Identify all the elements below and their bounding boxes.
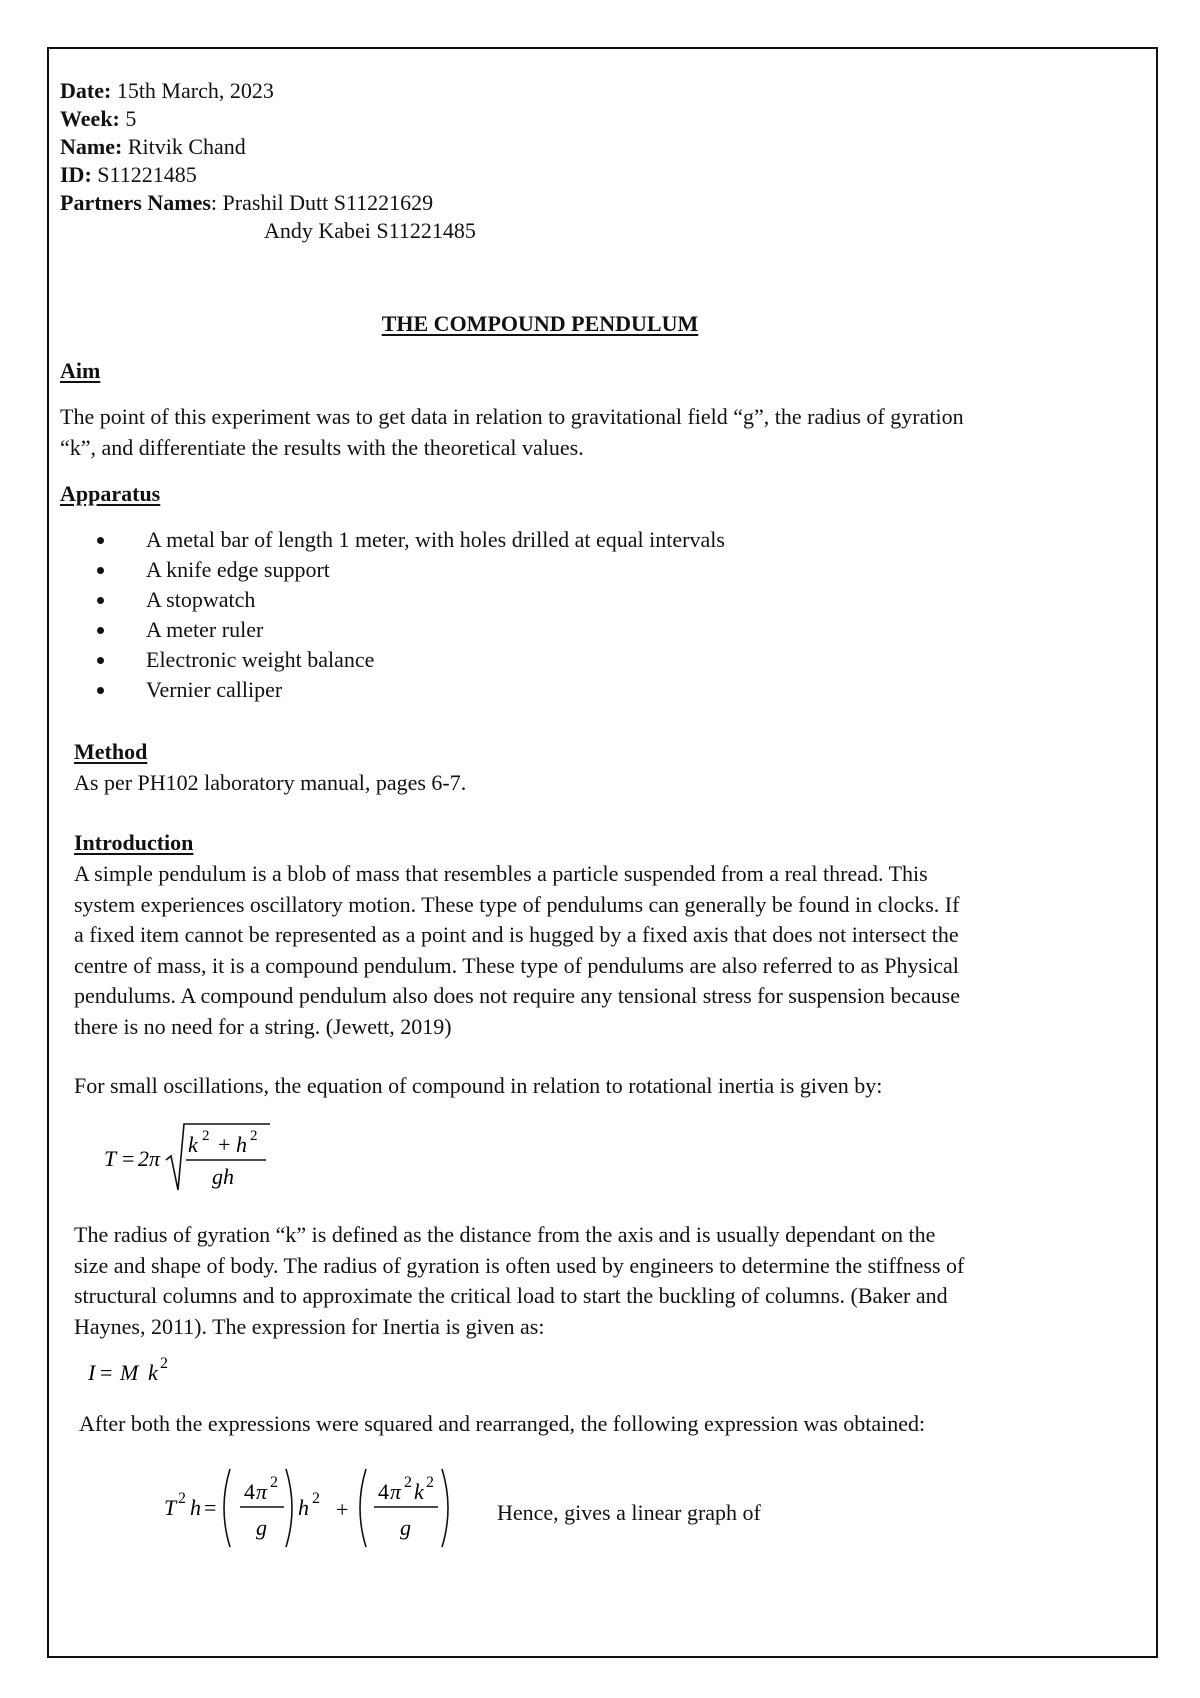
eq-period-coef: 2π (138, 1146, 161, 1171)
page-title: THE COMPOUND PENDULUM (381, 311, 699, 336)
eq-linear-pi-1: π (256, 1479, 268, 1504)
linear-equation (160, 1455, 480, 1555)
intro-line: system experiences oscillatory motion. These type of pendulums can generally be found in clocks. If (74, 891, 960, 917)
eq-period-num-k: k (188, 1132, 198, 1157)
eq-linear-equals: = (204, 1495, 217, 1520)
introduction-paragraph-5: Hence, gives a linear graph of (497, 1500, 761, 1525)
week-line (60, 105, 136, 133)
aim-heading: Aim (60, 358, 101, 383)
introduction-paragraph-1 (74, 859, 960, 1042)
eq-linear-h: h (190, 1495, 201, 1520)
left-paren-2 (360, 1469, 366, 1547)
intro-line: A simple pendulum is a blob of mass that resembles a particle suspended from a real thread. This (74, 861, 928, 886)
eq-inertia-exp: 2 (160, 1355, 168, 1372)
apparatus-heading: Apparatus (60, 481, 161, 506)
list-item: A meter ruler (94, 616, 725, 646)
left-paren-1 (224, 1469, 230, 1547)
list-item: Electronic weight balance (94, 646, 725, 676)
eq-period-lhs: T (104, 1146, 117, 1171)
eq-linear-plus: + (336, 1497, 349, 1522)
eq-linear-t: T (164, 1495, 177, 1520)
eq-linear-exp-pi-2: 2 (404, 1474, 412, 1491)
introduction-paragraph-3 (74, 1220, 964, 1342)
intro-line: there is no need for a string. (Jewett, 2019) (74, 1013, 452, 1039)
list-item: A stopwatch (94, 586, 725, 616)
eq-linear-g-2: g (400, 1515, 411, 1540)
eq-inertia-k: k (148, 1360, 158, 1385)
eq-linear-exp-pi-1: 2 (270, 1474, 278, 1491)
id-label: ID: (60, 162, 92, 187)
date-label: Date: (60, 78, 112, 103)
list-item: A metal bar of length 1 meter, with holes drilled at equal intervals (94, 526, 725, 556)
eq-period-num-plus: + (218, 1132, 231, 1157)
intro-line: The radius of gyration “k” is defined as the distance from the axis and is usually dependant on the (74, 1222, 936, 1247)
period-equation (98, 1116, 288, 1196)
intro-line: Haynes, 2011). The expression for Inertia is given as: (74, 1313, 545, 1339)
eq-period-equals: = (122, 1146, 135, 1171)
eq-period-exp-1: 2 (202, 1128, 210, 1144)
list-item: A knife edge support (94, 556, 725, 586)
introduction-paragraph-4: After both the expressions were squared and rearranged, the following expression was obtained: (79, 1411, 926, 1436)
method-text: As per PH102 laboratory manual, pages 6-7. (74, 770, 467, 795)
date-line (60, 77, 274, 105)
eq-period-den: gh (212, 1164, 234, 1189)
inertia-equation (84, 1350, 194, 1390)
eq-inertia-m: M (120, 1360, 139, 1385)
aim-line: The point of this experiment was to get data in relation to gravitational field “g”, the radius of gyration (60, 404, 964, 429)
eq-linear-exp-k: 2 (426, 1474, 434, 1491)
eq-period-num-h: h (236, 1132, 247, 1157)
eq-linear-pi-2: π (390, 1479, 402, 1504)
id-value: S11221485 (97, 162, 197, 187)
introduction-heading: Introduction (74, 830, 194, 855)
method-heading: Method (74, 739, 148, 764)
week-value: 5 (125, 106, 137, 131)
partners-label: Partners Names (60, 190, 211, 215)
right-paren-2 (442, 1469, 448, 1547)
introduction-paragraph-2: For small oscillations, the equation of compound in relation to rotational inertia is given by: (74, 1073, 883, 1098)
id-line (60, 161, 197, 189)
aim-line: “k”, and differentiate the results with the theoretical values. (60, 434, 584, 460)
apparatus-list (94, 526, 725, 706)
week-label: Week: (60, 106, 120, 131)
name-line (60, 133, 246, 161)
intro-line: centre of mass, it is a compound pendulum. These type of pendulums are also referred to as Physical (74, 952, 959, 978)
intro-line: a fixed item cannot be represented as a point and is hugged by a fixed axis that does not intersect the (74, 922, 959, 947)
eq-linear-four-2: 4 (378, 1479, 389, 1504)
eq-linear-exp-t: 2 (178, 1490, 186, 1507)
aim-paragraph (60, 402, 964, 463)
date-value: 15th March, 2023 (116, 78, 274, 103)
name-value: Ritvik Chand (127, 134, 246, 159)
intro-line: pendulums. A compound pendulum also does not require any tensional stress for suspension because (74, 983, 960, 1008)
name-label: Name: (60, 134, 123, 159)
right-paren-1 (286, 1469, 292, 1547)
eq-inertia-lhs: I (88, 1360, 96, 1385)
list-item: Vernier calliper (94, 676, 725, 706)
partners-value-2: Andy Kabei S11221485 (264, 218, 476, 243)
eq-period-exp-2: 2 (250, 1128, 258, 1144)
eq-inertia-equals: = (100, 1360, 113, 1385)
partners-value-1: : Prashil Dutt S11221629 (210, 190, 434, 215)
intro-line: size and shape of body. The radius of gyration is often used by engineers to determine the stiffness of (74, 1252, 965, 1278)
eq-linear-k: k (414, 1479, 424, 1504)
eq-linear-g-1: g (256, 1515, 267, 1540)
eq-linear-four-1: 4 (244, 1479, 255, 1504)
eq-linear-exp-h: 2 (312, 1490, 320, 1507)
eq-linear-h-2: h (298, 1495, 309, 1520)
partners-line (60, 189, 433, 217)
intro-line: structural columns and to approximate the critical load to start the buckling of columns. (Baker and (74, 1283, 948, 1308)
